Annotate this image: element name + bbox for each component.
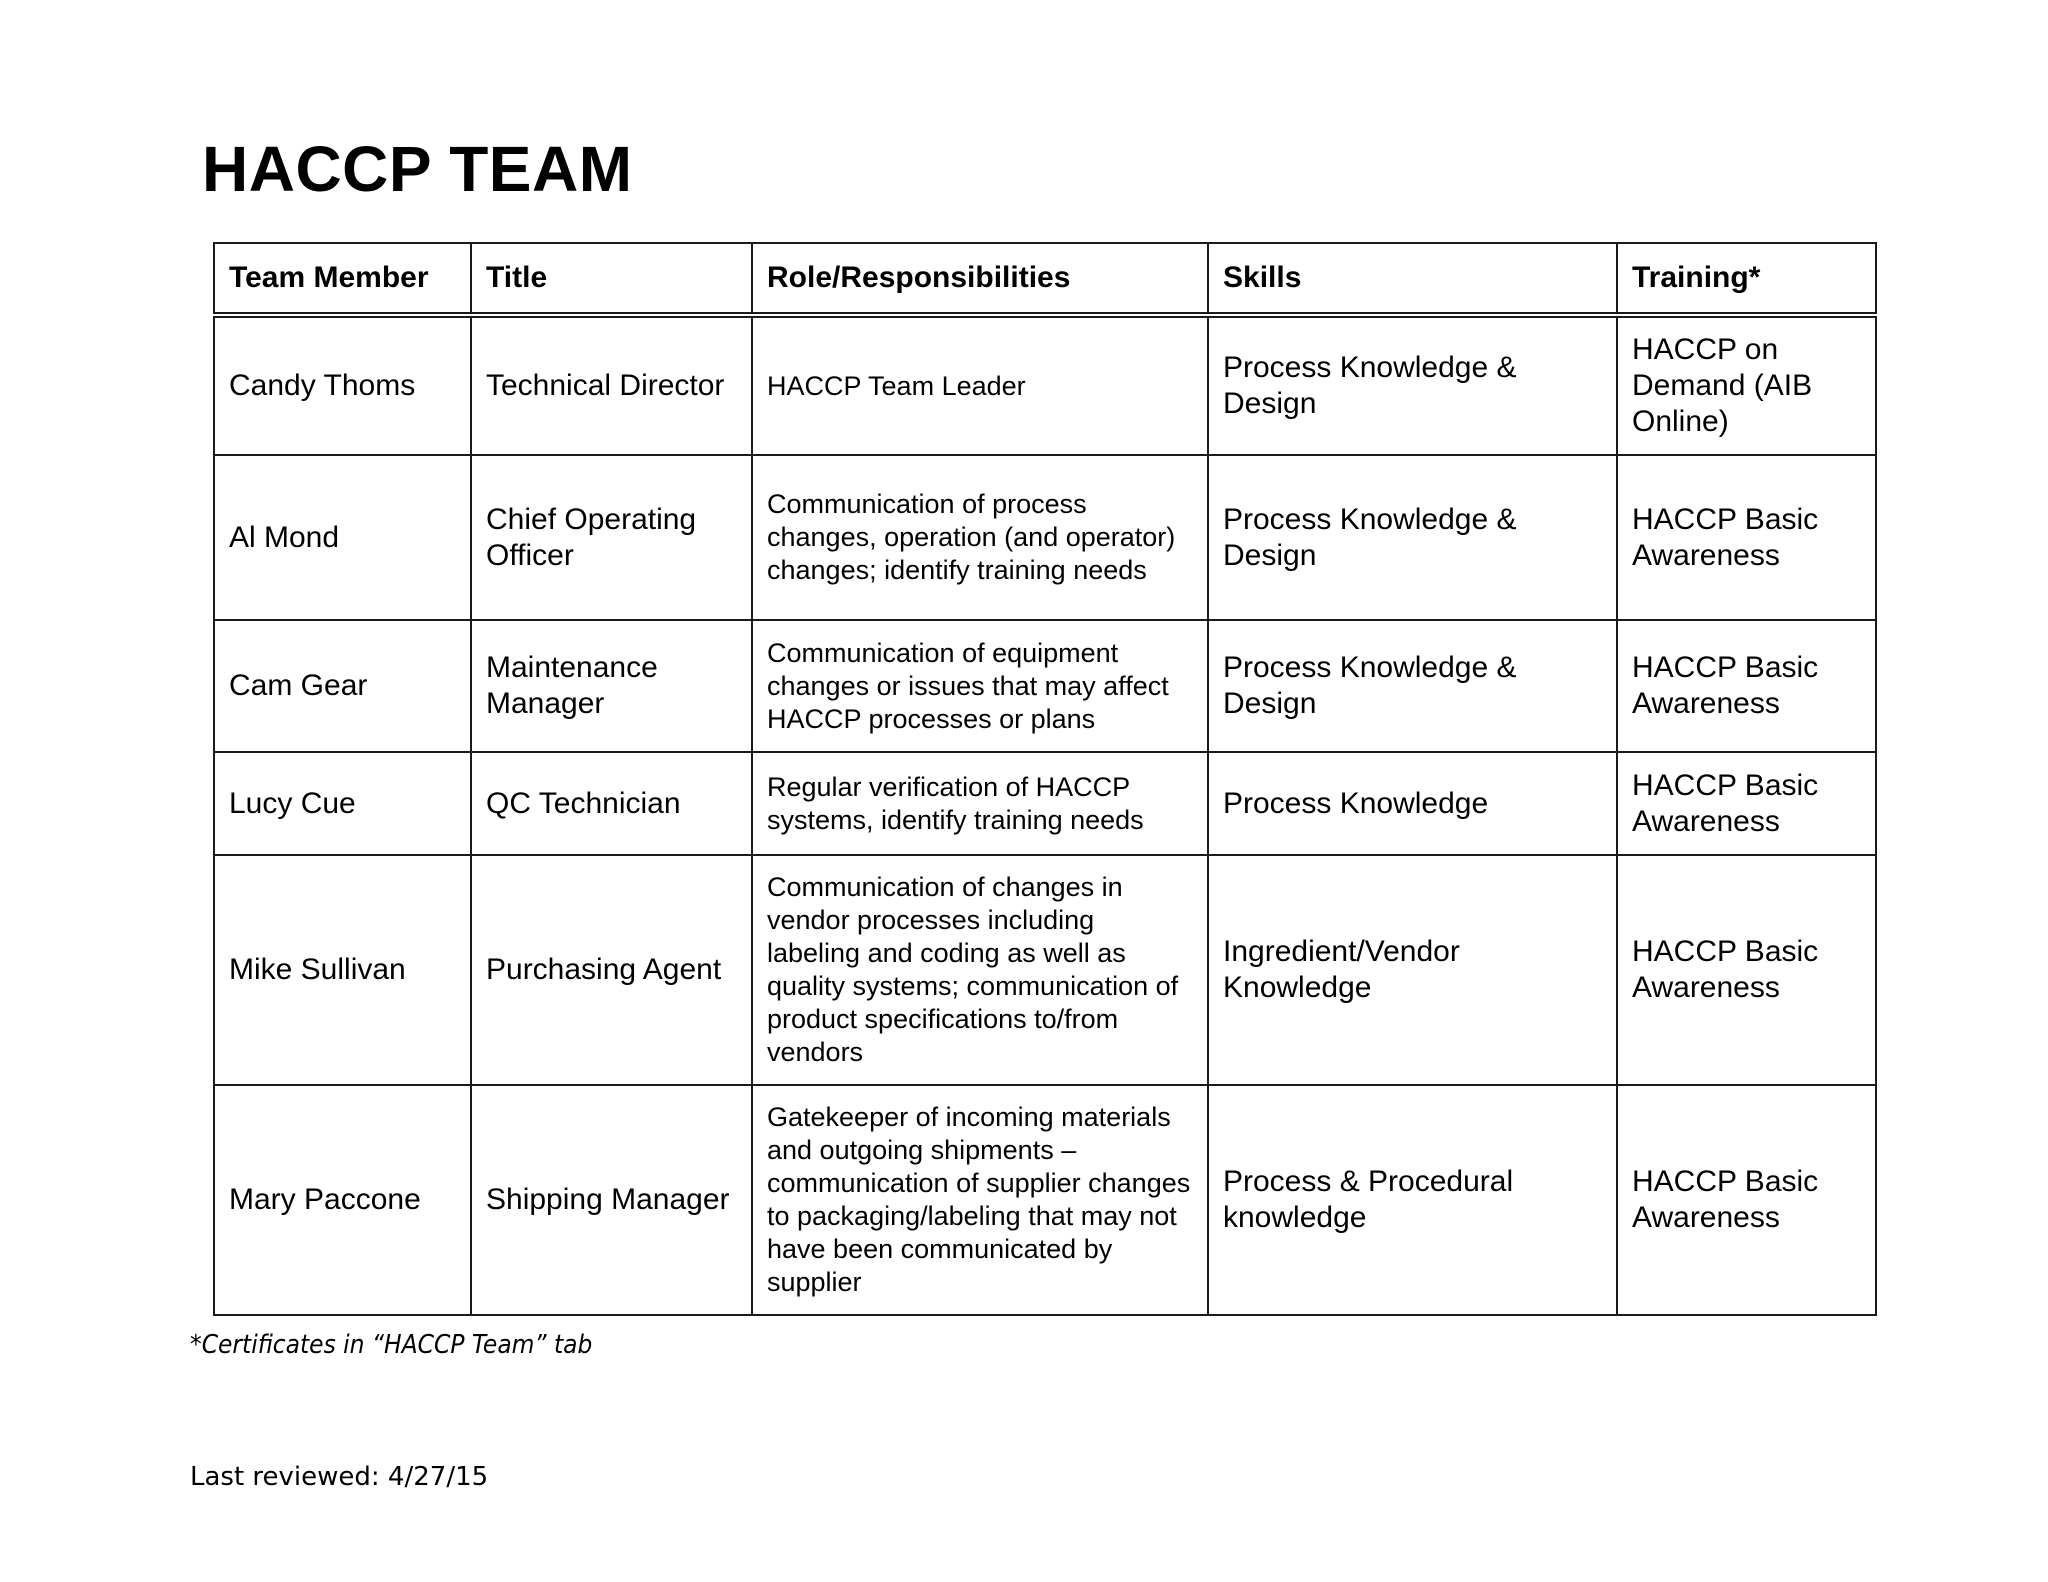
page-title: HACCP TEAM bbox=[202, 133, 633, 205]
table-row bbox=[214, 752, 1876, 855]
cell-role: Regular verification of HACCP systems, identify training needs bbox=[752, 752, 1208, 855]
cell-role: Communication of process changes, operation (and operator) changes; identify training needs bbox=[752, 455, 1208, 620]
cell-skills: Process Knowledge bbox=[1208, 752, 1617, 855]
cell-title: Maintenance Manager bbox=[471, 620, 752, 752]
certificates-footnote: *Certificates in “HACCP Team” tab bbox=[190, 1330, 593, 1360]
cell-title: QC Technician bbox=[471, 752, 752, 855]
haccp-team-table bbox=[213, 242, 1877, 1316]
header-role-responsibilities: Role/Responsibilities bbox=[752, 243, 1208, 315]
cell-skills: Process Knowledge & Design bbox=[1208, 315, 1617, 455]
table-row bbox=[214, 620, 1876, 752]
table-row bbox=[214, 1085, 1876, 1315]
cell-role: Communication of equipment changes or issues that may affect HACCP processes or plans bbox=[752, 620, 1208, 752]
header-title: Title bbox=[471, 243, 752, 315]
cell-skills: Process & Procedural knowledge bbox=[1208, 1085, 1617, 1315]
cell-training: HACCP Basic Awareness bbox=[1617, 1085, 1876, 1315]
cell-team-member: Candy Thoms bbox=[214, 315, 471, 455]
table-row bbox=[214, 315, 1876, 455]
cell-training: HACCP Basic Awareness bbox=[1617, 455, 1876, 620]
cell-team-member: Mary Paccone bbox=[214, 1085, 471, 1315]
cell-title: Technical Director bbox=[471, 315, 752, 455]
cell-skills: Process Knowledge & Design bbox=[1208, 620, 1617, 752]
cell-title: Purchasing Agent bbox=[471, 855, 752, 1085]
last-reviewed-date: Last reviewed: 4/27/15 bbox=[190, 1462, 489, 1492]
cell-title: Shipping Manager bbox=[471, 1085, 752, 1315]
cell-role: HACCP Team Leader bbox=[752, 315, 1208, 455]
cell-team-member: Al Mond bbox=[214, 455, 471, 620]
header-training: Training* bbox=[1617, 243, 1876, 315]
cell-training: HACCP Basic Awareness bbox=[1617, 855, 1876, 1085]
cell-role: Communication of changes in vendor processes including labeling and coding as well as quality systems; communication of product specifications to/from vendors bbox=[752, 855, 1208, 1085]
cell-team-member: Mike Sullivan bbox=[214, 855, 471, 1085]
table-row bbox=[214, 455, 1876, 620]
cell-training: HACCP on Demand (AIB Online) bbox=[1617, 315, 1876, 455]
header-team-member: Team Member bbox=[214, 243, 471, 315]
table-row bbox=[214, 855, 1876, 1085]
cell-skills: Process Knowledge & Design bbox=[1208, 455, 1617, 620]
cell-skills: Ingredient/Vendor Knowledge bbox=[1208, 855, 1617, 1085]
cell-team-member: Cam Gear bbox=[214, 620, 471, 752]
cell-team-member: Lucy Cue bbox=[214, 752, 471, 855]
cell-title: Chief Operating Officer bbox=[471, 455, 752, 620]
cell-role: Gatekeeper of incoming materials and outgoing shipments – communication of supplier changes to packaging/labeling that may not have been communicated by supplier bbox=[752, 1085, 1208, 1315]
header-skills: Skills bbox=[1208, 243, 1617, 315]
cell-training: HACCP Basic Awareness bbox=[1617, 620, 1876, 752]
table-header-row bbox=[214, 243, 1876, 315]
cell-training: HACCP Basic Awareness bbox=[1617, 752, 1876, 855]
